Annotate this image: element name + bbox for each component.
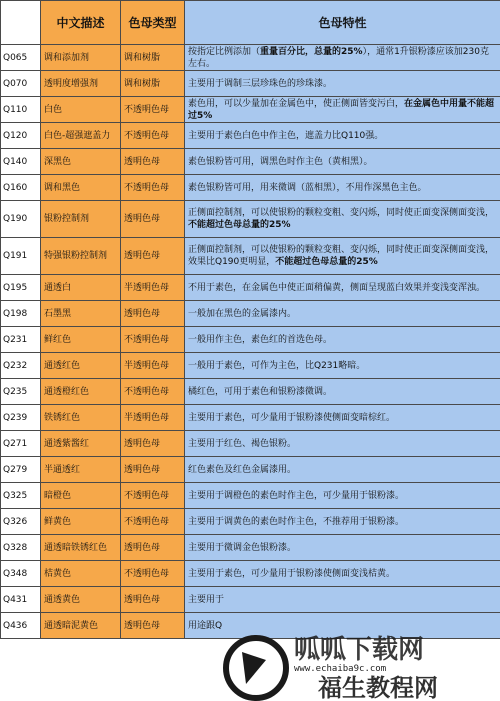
table-row (1, 379, 500, 405)
header-code (1, 1, 41, 45)
properties-text: 素色用，可以少量加在金属色中，使正侧面皆变污白， (188, 98, 405, 109)
row-description: 调和黑色 (41, 175, 121, 201)
row-code: Q235 (1, 379, 41, 405)
row-type: 半透明色母 (121, 353, 185, 379)
properties-text: 一般用于素色，可作为主色，比Q231略暗。 (188, 360, 366, 371)
table-row (1, 509, 500, 535)
row-code: Q431 (1, 587, 41, 613)
row-description: 暗橙色 (41, 483, 121, 509)
row-properties (185, 353, 500, 379)
table-row (1, 45, 500, 71)
row-description: 石墨黑 (41, 301, 121, 327)
table-row (1, 238, 500, 275)
properties-text: 按指定比例添加（ (188, 46, 261, 57)
row-properties (185, 327, 500, 353)
properties-text: 主要用于调制三层珍珠色的珍珠漆。 (188, 78, 333, 89)
row-code: Q065 (1, 45, 41, 71)
table-body (1, 45, 500, 639)
row-code: Q436 (1, 613, 41, 639)
row-properties (185, 457, 500, 483)
properties-text: 主要用于 (188, 594, 225, 605)
row-description: 银粉控制剂 (41, 201, 121, 238)
properties-text: ），通常1升银粉漆应该加230克左右。 (188, 46, 489, 69)
row-description: 通透黄色 (41, 587, 121, 613)
row-description: 桔黄色 (41, 561, 121, 587)
table-row (1, 149, 500, 175)
properties-emphasis: 不能超过色母总量的25% (275, 257, 378, 267)
row-type: 透明色母 (121, 149, 185, 175)
row-description: 鲜红色 (41, 327, 121, 353)
row-type: 不透明色母 (121, 483, 185, 509)
properties-text: 素色银粉皆可用，调黑色时作主色（黄相黑）。 (188, 156, 373, 167)
row-code: Q160 (1, 175, 41, 201)
row-type: 不透明色母 (121, 97, 185, 123)
row-code: Q348 (1, 561, 41, 587)
table-row (1, 71, 500, 97)
row-properties (185, 613, 500, 639)
row-type: 不透明色母 (121, 379, 185, 405)
row-description: 通透暗泥黄色 (41, 613, 121, 639)
table-row (1, 613, 500, 639)
row-properties (185, 379, 500, 405)
row-type: 调和树脂 (121, 45, 185, 71)
row-type: 调和树脂 (121, 71, 185, 97)
table-row (1, 201, 500, 238)
row-description: 鲜黄色 (41, 509, 121, 535)
table-row (1, 275, 500, 301)
watermark-subtitle: 福生教程网 (318, 674, 438, 701)
row-type: 透明色母 (121, 457, 185, 483)
row-properties (185, 431, 500, 457)
table-row (1, 175, 500, 201)
row-type: 不透明色母 (121, 561, 185, 587)
properties-text: 不用于素色，在金属色中使正面稍偏黄，侧面呈现蓝白效果并变浅变浑浊。 (188, 282, 486, 293)
row-description: 铁锈红色 (41, 405, 121, 431)
header-description: 中文描述 (41, 1, 121, 45)
row-properties (185, 301, 500, 327)
row-code: Q110 (1, 97, 41, 123)
properties-text: 一般用作主色，素色红的首选色母。 (188, 334, 333, 345)
row-code: Q191 (1, 238, 41, 275)
row-properties (185, 405, 500, 431)
row-properties (185, 509, 500, 535)
row-properties (185, 175, 500, 201)
row-type: 透明色母 (121, 535, 185, 561)
row-properties (185, 587, 500, 613)
row-properties (185, 201, 500, 238)
row-type: 半透明色母 (121, 405, 185, 431)
row-description: 通透暗铁锈红色 (41, 535, 121, 561)
properties-text: 一般加在黑色的金属漆内。 (188, 308, 297, 319)
table-row (1, 327, 500, 353)
properties-emphasis: 在金属色中用量不能超过5% (188, 98, 495, 121)
properties-text: 橘红色，可用于素色和银粉漆微调。 (188, 386, 333, 397)
row-type: 透明色母 (121, 238, 185, 275)
properties-text: 主要用于调黄色的素色时作主色，不推荐用于银粉漆。 (188, 516, 405, 527)
row-properties (185, 123, 500, 149)
row-code: Q239 (1, 405, 41, 431)
table-row (1, 561, 500, 587)
header-properties: 色母特性 (185, 1, 500, 45)
row-description: 通透橙红色 (41, 379, 121, 405)
row-code: Q140 (1, 149, 41, 175)
row-code: Q190 (1, 201, 41, 238)
row-description: 通透白 (41, 275, 121, 301)
row-type: 不透明色母 (121, 509, 185, 535)
table-row (1, 457, 500, 483)
watermark-logo-shape (242, 652, 266, 684)
table-row (1, 353, 500, 379)
row-type: 不透明色母 (121, 327, 185, 353)
row-properties (185, 238, 500, 275)
row-type: 透明色母 (121, 301, 185, 327)
row-properties (185, 71, 500, 97)
row-type: 透明色母 (121, 587, 185, 613)
row-code: Q271 (1, 431, 41, 457)
row-description: 调和添加剂 (41, 45, 121, 71)
properties-emphasis: 重量百分比，总量的25% (260, 46, 363, 57)
row-code: Q231 (1, 327, 41, 353)
row-type: 透明色母 (121, 201, 185, 238)
table-row (1, 431, 500, 457)
row-code: Q325 (1, 483, 41, 509)
row-code: Q279 (1, 457, 41, 483)
row-properties (185, 149, 500, 175)
row-code: Q232 (1, 353, 41, 379)
properties-text: 素色银粉皆可用，用来微调（蓝相黑），不用作深黑色主色。 (188, 182, 427, 193)
properties-text: 主要用于素色，可少量用于银粉漆使侧面变暗棕红。 (188, 412, 396, 423)
properties-emphasis: 不能超过色母总量的25% (188, 220, 291, 230)
row-properties (185, 97, 500, 123)
row-properties (185, 535, 500, 561)
row-description: 通透红色 (41, 353, 121, 379)
row-code: Q120 (1, 123, 41, 149)
properties-text: 主要用于红色、褐色银粉。 (188, 438, 297, 449)
watermark-logo-icon (226, 638, 286, 698)
properties-text: 正侧面控制剂，可以使银粉的颗粒变粗、变闪烁，同时使正面变深侧面变浅， (188, 208, 495, 218)
watermark-url: www.echaiba9c.com (294, 664, 387, 674)
watermark-title: 呱呱下载网 (294, 635, 425, 665)
row-code: Q070 (1, 71, 41, 97)
row-type: 不透明色母 (121, 123, 185, 149)
row-properties (185, 561, 500, 587)
row-description: 白色-超强遮盖力 (41, 123, 121, 149)
header-type: 色母类型 (121, 1, 185, 45)
row-code: Q195 (1, 275, 41, 301)
properties-text: 主要用于微调金色银粉漆。 (188, 542, 297, 553)
row-type: 透明色母 (121, 431, 185, 457)
row-description: 深黑色 (41, 149, 121, 175)
row-properties (185, 275, 500, 301)
row-type: 不透明色母 (121, 175, 185, 201)
row-description: 透明度增强剂 (41, 71, 121, 97)
header-row (1, 1, 500, 45)
properties-text: 用途跟Q (188, 620, 223, 631)
row-description: 半通透红 (41, 457, 121, 483)
properties-text: 主要用于素色白色中作主色，遮盖力比Q110强。 (188, 130, 384, 141)
row-type: 半透明色母 (121, 275, 185, 301)
row-code: Q328 (1, 535, 41, 561)
row-code: Q198 (1, 301, 41, 327)
table-row (1, 97, 500, 123)
properties-text: 正侧面控制剂，可以使银粉的颗粒变粗、变闪烁，同时使正面变深侧面变浅，效果比Q190更明显， (188, 245, 495, 267)
properties-text: 主要用于素色，可少量用于银粉漆使侧面变浅桔黄。 (188, 568, 396, 579)
row-description: 白色 (41, 97, 121, 123)
table-row (1, 405, 500, 431)
table-row (1, 301, 500, 327)
properties-text: 红色素色及红色金属漆用。 (188, 464, 297, 475)
row-type: 透明色母 (121, 613, 185, 639)
table-row (1, 535, 500, 561)
row-code: Q326 (1, 509, 41, 535)
table-row (1, 483, 500, 509)
row-properties (185, 45, 500, 71)
row-description: 特强银粉控制剂 (41, 238, 121, 275)
row-description: 通透紫酱红 (41, 431, 121, 457)
table-row (1, 123, 500, 149)
properties-text: 主要用于调橙色的素色时作主色，可少量用于银粉漆。 (188, 490, 405, 501)
table-row (1, 587, 500, 613)
row-properties (185, 483, 500, 509)
